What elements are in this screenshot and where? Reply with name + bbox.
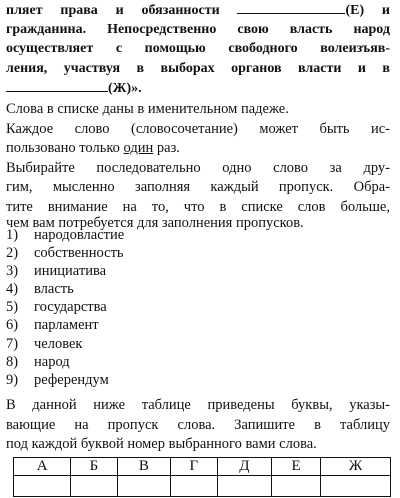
list-item xyxy=(6,335,124,353)
list-item xyxy=(6,226,124,244)
letter-cell: Е xyxy=(271,458,320,476)
instruction-line: Слова в списке даны в именительном падеже. xyxy=(6,101,289,117)
item-word: народовластие xyxy=(34,227,125,243)
instruction-line: Каждое слово (словосочетание) может быть ис- xyxy=(6,120,390,137)
instruction-text: раз. xyxy=(156,140,180,156)
passage-text: пляет права и обязанности xyxy=(6,3,220,18)
item-number: 7) xyxy=(6,335,19,352)
item-number: 9) xyxy=(6,371,19,388)
item-number: 2) xyxy=(6,245,19,262)
instruction-line xyxy=(6,139,390,159)
instruction-line: тите внимание на то, что в списке слов больше, xyxy=(6,198,390,215)
passage-text: (Ж)». xyxy=(108,81,142,96)
passage-line-5 xyxy=(6,78,390,99)
item-number: 8) xyxy=(6,353,19,370)
passage-line-1 xyxy=(6,0,390,21)
blank-e xyxy=(237,0,345,14)
passage-line-2: гражданина. Непосредственно свою власть народ xyxy=(6,21,390,37)
blank-zh xyxy=(6,78,108,92)
instruction-line: гим, мысленно заполняя каждый пропуск. Обра- xyxy=(6,179,390,195)
list-item xyxy=(6,353,124,371)
letter-cell: Ж xyxy=(321,458,391,476)
item-word: референдум xyxy=(34,371,109,388)
item-number: 5) xyxy=(6,299,19,316)
letter-cell: А xyxy=(14,458,71,476)
answer-cell[interactable] xyxy=(170,476,217,497)
answer-cell[interactable] xyxy=(271,476,320,497)
passage-line-3: осуществляет с помощью свободного волеизъяв- xyxy=(6,41,390,56)
item-word: инициатива xyxy=(34,263,107,280)
item-number: 6) xyxy=(6,317,19,334)
item-word: государства xyxy=(34,299,107,316)
answer-cell[interactable] xyxy=(71,476,118,497)
list-item xyxy=(6,244,124,262)
item-word: народ xyxy=(34,353,70,370)
letter-row xyxy=(14,458,391,476)
passage-line-4: ления, участвуя в выборах органов власти и в xyxy=(6,60,390,76)
table-instruction-line: В данной ниже таблице приведены буквы, указы- xyxy=(6,397,390,413)
letter-cell: Г xyxy=(170,458,217,476)
item-word: парламент xyxy=(34,317,99,334)
item-number: 4) xyxy=(6,281,19,298)
table-instruction-line: под каждой буквой номер выбранного вами слова. xyxy=(6,436,317,452)
table-instruction-line: вающие на пропуск слова. Запишите в таблицу xyxy=(6,416,390,433)
list-item xyxy=(6,298,124,316)
answer-table xyxy=(13,457,391,497)
answer-cell[interactable] xyxy=(117,476,170,497)
underlined-word: один xyxy=(123,140,154,156)
list-item xyxy=(6,316,124,334)
instruction-line: Выбирайте последовательно одно слово за дру- xyxy=(6,159,390,176)
list-item xyxy=(6,280,124,298)
item-word: человек xyxy=(34,335,83,352)
answer-cell[interactable] xyxy=(217,476,271,497)
letter-cell: Д xyxy=(217,458,271,476)
answer-cell[interactable] xyxy=(321,476,391,497)
item-word: власть xyxy=(34,281,74,298)
item-word: собственность xyxy=(34,245,124,262)
list-item xyxy=(6,371,124,389)
instruction-text: пользовано только xyxy=(6,140,120,156)
word-list xyxy=(6,226,124,389)
item-number: 1) xyxy=(6,227,19,243)
answer-row xyxy=(14,476,391,497)
passage-text: (Е) и xyxy=(345,3,390,18)
list-item xyxy=(6,262,124,280)
answer-cell[interactable] xyxy=(14,476,71,497)
item-number: 3) xyxy=(6,263,19,280)
letter-cell: В xyxy=(117,458,170,476)
instruction-line: чем вам потребуется для заполнения пропусков. xyxy=(6,215,304,231)
letter-cell: Б xyxy=(71,458,118,476)
